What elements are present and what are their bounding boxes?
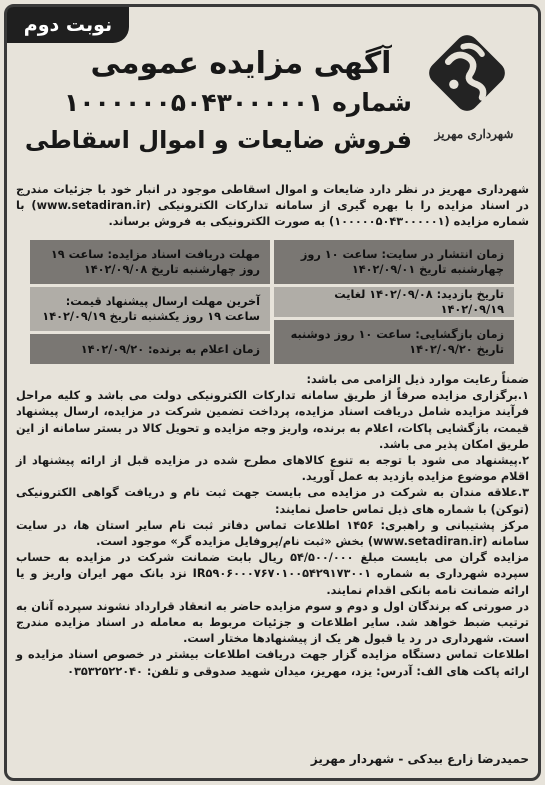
schedule-cell: زمان انتشار در سایت: ساعت ۱۰ روز چهارشنبه تاریخ ۱۴۰۲/۰۹/۰۱ bbox=[274, 240, 514, 284]
schedule-cell: آخرین مهلت ارسال پیشنهاد قیمت: ساعت ۱۹ روز یکشنبه تاریخ ۱۴۰۲/۰۹/۱۹ bbox=[30, 287, 270, 331]
logo-caption: شهرداری مهریز bbox=[434, 127, 514, 141]
schedule-cell: مهلت دریافت اسناد مزایده: ساعت ۱۹ روز چهارشنبه تاریخ ۱۴۰۲/۰۹/۰۸ bbox=[30, 240, 270, 284]
terms-item: ۲.پیشنهاد می شود با توجه به تنوع کالاهای مطرح شده در مزایده قبل از ارائه پیشنهاد از اقلام موضوع مزایده بازدید به عمل آورید. bbox=[16, 454, 529, 484]
contact-info: اطلاعات تماس دستگاه مزایده گزار جهت دریافت اطلاعات بیشتر در خصوص اسناد مزایده و ارائه پاکت های الف: آدرس: یزد، مهریز، میدان شهید صدوقی و تلفن: ۰۳۵۳۲۵۲۲۰۴۰ bbox=[16, 648, 529, 678]
schedule-column-right bbox=[274, 240, 514, 364]
intro-lead: شهرداری مهریز bbox=[439, 183, 529, 196]
ad-title: آگهی مزایده عمومی bbox=[90, 46, 392, 81]
intro-paragraph bbox=[16, 182, 529, 230]
edition-badge: نوبت دوم bbox=[7, 7, 129, 43]
terms-item: مزایده گران می بایست مبلغ ۵۴/۵۰۰/۰۰۰ ریال بابت ضمانت شرکت در مزایده به حساب سپرده شهرداری به شماره IR۵۹۰۶۰۰۰۷۶۷۰۱۰۰۵۴۲۹۱۷۳۰۰۱ نزد بانک مهر ایران واریز و یا ارائه ضمانت نامه بانکی اقدام نمایند. bbox=[16, 551, 529, 597]
municipality-logo bbox=[420, 26, 528, 148]
schedule-cell: زمان بازگشایی: ساعت ۱۰ روز دوشنبه تاریخ ۱۴۰۲/۰۹/۲۰ bbox=[274, 320, 514, 364]
terms-item: مرکز پشتیبانی و راهبری: ۱۴۵۶ اطلاعات تماس دفاتر ثبت نام سایر استان ها، در سایت سامانه (www.setadiran.ir) بخش «ثبت نام/پروفایل مزایده گر» موجود است. bbox=[16, 518, 529, 549]
terms-item: ۱.برگزاری مزایده صرفاً از طریق سامانه تدارکات الکترونیکی دولت می باشد و کلیه مراحل فرآیند مزایده شامل دریافت اسناد مزایده، پرداخت تضمین شرکت در مزایده، ارسال پیشنهاد قیمت، بازگشایی پاکات، اعلام به برنده، واریز وجه مزایده و تحویل کالا در بستر سامانه از این طریق امکان پذیر می باشد. bbox=[16, 389, 529, 451]
signature: حمیدرضا زارع بیدکی - شهردار مهریز bbox=[310, 752, 529, 766]
auction-number: شماره ۱۰۰۰۰۰۰۵۰۴۳۰۰۰۰۰۱ bbox=[64, 88, 412, 117]
schedule-cell: تاریخ بازدید: ۱۴۰۲/۰۹/۰۸ لغایت ۱۴۰۲/۰۹/۱۹ bbox=[274, 287, 514, 317]
terms-item: ۳.علاقه مندان به شرکت در مزایده می بایست جهت ثبت نام و دریافت گواهی الکترونیکی (توکن) با شماره های ذیل تماس حاصل نمایند: bbox=[16, 486, 529, 516]
terms-heading: ضمناً رعایت موارد ذیل الزامی می باشد: bbox=[306, 373, 529, 386]
schedule-table bbox=[30, 240, 514, 364]
terms-item: در صورتی که برندگان اول و دوم و سوم مزایده حاضر به انعقاد قرارداد نشوند سپرده آنان به ترتیب ضبط خواهد شد. سایر اطلاعات و جزئیات مربوط به معامله در اسناد مزایده مندرج است. شهرداری در رد یا قبول هر یک از پیشنهادها مختار است. bbox=[16, 599, 529, 646]
schedule-cell: زمان اعلام به برنده: ۱۴۰۲/۰۹/۲۰ bbox=[30, 334, 270, 364]
ad-subtitle: فروش ضایعات و اموال اسقاطی bbox=[24, 126, 412, 154]
schedule-column-left bbox=[30, 240, 270, 364]
municipality-emblem-icon bbox=[420, 26, 514, 120]
terms-section bbox=[16, 372, 529, 680]
intro-text: در نظر دارد ضایعات و اموال اسقاطی موجود در انبار خود با جزئیات مندرج در اسناد مزایده را با بهره گیری از سامانه تدارکات الکترونیکی (www.setadiran.ir) با شماره مزایده (۱۰۰۰۰۰۵۰۴۳۰۰۰۰۰۱) به صورت الکترونیکی به فروش برساند. bbox=[16, 183, 529, 228]
